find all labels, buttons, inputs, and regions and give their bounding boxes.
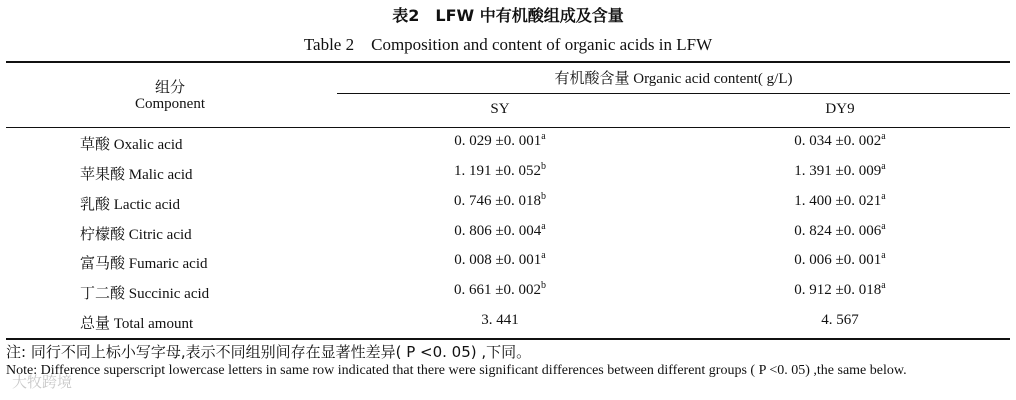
row-name: [80, 223, 192, 244]
total-row: [0, 312, 1016, 342]
row-name: [80, 193, 180, 214]
content-header-cn: 有机酸含量: [554, 69, 630, 87]
sy-value: [400, 252, 600, 269]
dy9-value-text: 0. 034 ±0. 002: [794, 133, 882, 149]
dy9-value: [740, 223, 940, 240]
top-rule: [6, 61, 1010, 63]
column-header-sy: SY: [490, 101, 510, 117]
sy-value: [400, 133, 600, 150]
row-name-cn: 总量: [80, 314, 111, 332]
sy-value-text: 0. 806 ±0. 004: [454, 223, 542, 239]
sy-value: [400, 223, 600, 240]
dy9-value: [740, 252, 940, 269]
sy-value-text: 0. 008 ±0. 001: [454, 252, 542, 268]
watermark: 大牧跨境: [12, 373, 73, 391]
row-name-en: Citric acid: [128, 227, 192, 243]
row-name: [80, 133, 182, 154]
table-row: [0, 193, 1016, 223]
note-cn: 注: 同行不同上标小写字母,表示不同组别间存在显著性差异( P <0. 05) ,下同。: [6, 343, 532, 361]
sy-superscript: b: [540, 191, 546, 202]
dy9-total: 4. 567: [821, 312, 859, 328]
sy-superscript: b: [540, 161, 546, 172]
row-name: [80, 252, 208, 273]
sy-value-text: 1. 191 ±0. 052: [454, 163, 541, 179]
sy-value-text: 0. 029 ±0. 001: [454, 133, 542, 149]
table-row: [0, 223, 1016, 253]
dy9-superscript: a: [881, 131, 886, 142]
table-title-en: Table 2 Composition and content of organic acids in LFW: [303, 35, 713, 54]
header-sub-rule: [337, 93, 1010, 94]
dy9-value: [740, 193, 940, 210]
row-name-en: Oxalic acid: [113, 137, 183, 153]
dy9-value: [740, 163, 940, 180]
row-name: [80, 312, 193, 333]
dy9-value-text: 0. 824 ±0. 006: [794, 223, 882, 239]
row-name-cn: 乳酸: [80, 195, 111, 213]
row-name-en: Lactic acid: [113, 197, 180, 213]
row-name-en: Total amount: [113, 316, 194, 332]
row-name-cn: 柠檬酸: [80, 225, 126, 243]
sy-superscript: a: [541, 250, 546, 261]
table-row: [0, 252, 1016, 282]
dy9-value-text: 1. 400 ±0. 021: [794, 193, 882, 209]
row-name-en: Succinic acid: [128, 286, 210, 302]
row-name-en: Fumaric acid: [128, 256, 208, 272]
table-title-cn: 表2 LFW 中有机酸组成及含量: [392, 6, 624, 25]
content-header-en: Organic acid content( g/L): [633, 71, 793, 87]
content-header: [337, 67, 1010, 88]
header-rule: [6, 127, 1010, 128]
component-header-en: Component: [135, 96, 205, 112]
sy-value: [400, 193, 600, 210]
dy9-superscript: a: [881, 191, 886, 202]
dy9-value: [740, 133, 940, 150]
sy-value-text: 0. 661 ±0. 002: [454, 282, 541, 298]
table-row: [0, 133, 1016, 163]
dy9-superscript: a: [881, 280, 886, 291]
row-name-cn: 丁二酸: [80, 284, 126, 302]
dy9-superscript: a: [881, 250, 886, 261]
row-name: [80, 163, 193, 184]
sy-superscript: a: [541, 131, 546, 142]
sy-total: 3. 441: [481, 312, 519, 328]
sy-value-text: 0. 746 ±0. 018: [454, 193, 541, 209]
sy-superscript: a: [541, 221, 546, 232]
dy9-value-text: 0. 912 ±0. 018: [794, 282, 882, 298]
row-name-cn: 苹果酸: [80, 165, 126, 183]
dy9-value-text: 0. 006 ±0. 001: [794, 252, 882, 268]
row-name: [80, 282, 209, 303]
note-en: Note: Difference superscript lowercase letters in same row indicated that there were significant differences between different groups ( P <0. 05) ,the same below.: [6, 363, 907, 378]
row-name-cn: 富马酸: [80, 254, 126, 272]
component-header-cn: 组分: [154, 78, 185, 96]
dy9-superscript: a: [881, 161, 886, 172]
table-row: [0, 163, 1016, 193]
column-header-dy9: DY9: [825, 101, 855, 117]
table-row: [0, 282, 1016, 312]
sy-value: [400, 282, 600, 299]
row-name-en: Malic acid: [128, 167, 193, 183]
dy9-value-text: 1. 391 ±0. 009: [794, 163, 882, 179]
row-name-cn: 草酸: [80, 135, 111, 153]
dy9-value: [740, 282, 940, 299]
sy-superscript: b: [540, 280, 546, 291]
dy9-superscript: a: [881, 221, 886, 232]
sy-value: [400, 163, 600, 180]
